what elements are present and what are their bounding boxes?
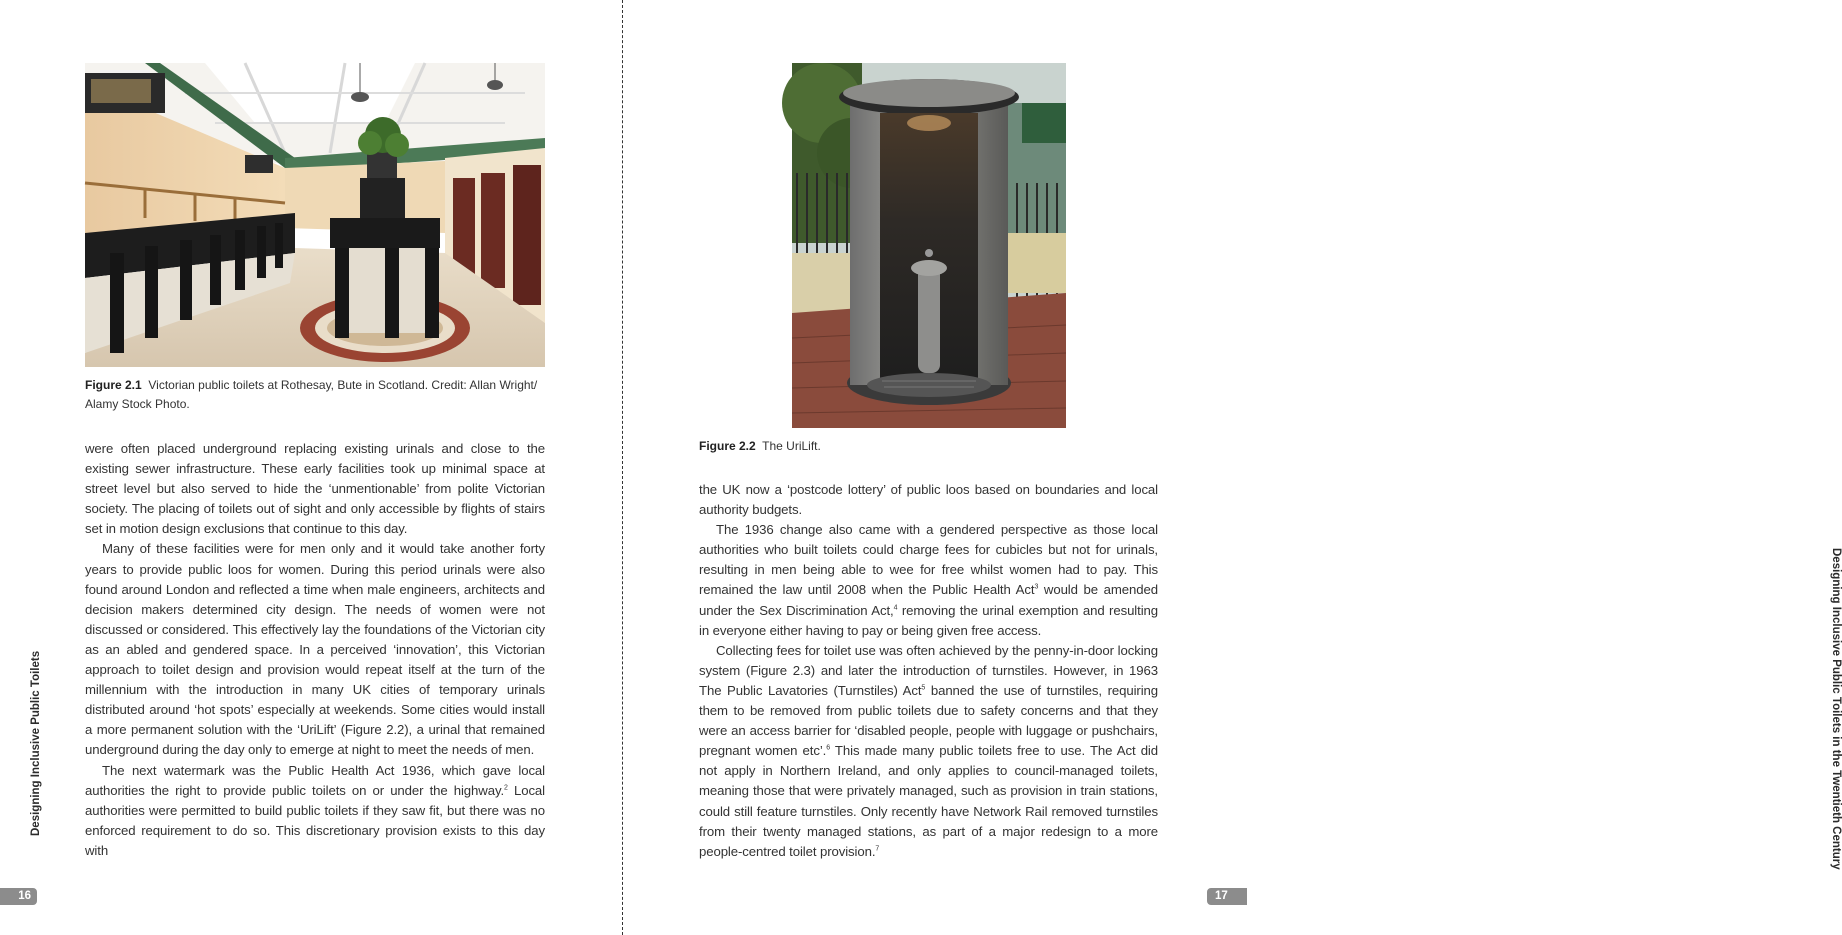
- endnote-ref-6[interactable]: 6: [826, 744, 831, 752]
- right-page: [623, 0, 1842, 935]
- right-paragraph-2: [699, 520, 1158, 641]
- endnote-ref-4[interactable]: 4: [893, 604, 898, 612]
- endnote-ref-2[interactable]: 2: [504, 784, 508, 792]
- right-body-text: [699, 480, 1158, 862]
- right-paragraph-2-part-c: removing the urinal exemption and resulting in everyone either having to pay or being given free access.: [699, 602, 1158, 638]
- right-paragraph-2-part-b: would be amended under the Sex Discrimination Act,: [699, 582, 1158, 618]
- endnote-ref-3[interactable]: 3: [1034, 584, 1039, 592]
- page-number-left-text: 16: [18, 890, 31, 902]
- figure-2-1-caption: [85, 376, 545, 414]
- left-paragraph-3-text: The next watermark was the Public Health Act 1936, which gave local authorities the right to provide public toilets on or under the highway.: [85, 762, 545, 798]
- figure-2-1-label: Figure 2.1: [85, 378, 142, 392]
- left-paragraph-3-text-after: Local authorities were permitted to build public toilets if they saw fit, but there was no enforced requirement to do so. This discretionary provision exists to this day with: [85, 782, 546, 858]
- endnote-ref-5[interactable]: 5: [921, 684, 926, 692]
- right-paragraph-3-part-b: banned the use of turnstiles, requiring them to be removed from public toilets due to safety concerns and that they were an access barrier for ‘disabled people, people with luggage or pushchairs, pregnant women etc’.: [699, 682, 1158, 759]
- right-paragraph-2-part-a: The 1936 change also came with a gendered perspective as those local authorities who built toilets could charge fees for cubicles but not for urinals, resulting in men being able to wee for free whilst women had to pay. This remained the law until 2008 when the Public Health Act: [699, 522, 1158, 598]
- figure-2-2-caption: [699, 437, 1169, 456]
- running-head-left: Designing Inclusive Public Toilets: [30, 650, 42, 836]
- left-paragraph-3: [85, 761, 545, 861]
- figure-2-2-photo: [792, 63, 1066, 428]
- page-number-right: [1207, 888, 1247, 905]
- left-body-text: [85, 439, 545, 861]
- right-paragraph-1: the UK now a ‘postcode lottery’ of public loos based on boundaries and local authority budgets.: [699, 482, 1158, 518]
- right-paragraph-3-part-a: Collecting fees for toilet use was often achieved by the penny-in-door locking system (Figure 2.3) and later the introduction of turnstiles. However, in 1963 The Public Lavatories (Turnstiles) Act: [699, 642, 1158, 698]
- page-number-left: [0, 888, 37, 905]
- left-page: [0, 0, 622, 935]
- running-head-right: Designing Inclusive Public Toilets in the Twentieth Century: [1830, 548, 1842, 870]
- figure-2-2-caption-text: The UriLift.: [762, 439, 821, 453]
- figure-2-1-photo: [85, 63, 545, 367]
- figure-2-1-caption-text: Victorian public toilets at Rothesay, Bute in Scotland. Credit: Allan Wright/ Alamy Stock Photo.: [85, 378, 538, 411]
- right-paragraph-3: [699, 641, 1158, 862]
- endnote-ref-7[interactable]: 7: [875, 845, 880, 853]
- left-paragraph-1: were often placed underground replacing existing urinals and close to the existing sewer infrastructure. These early facilities took up minimal space at street level but also served to hide the ‘unmentionable’ from polite Victorian society. The placing of toilets out of sight and only accessible by flights of stairs set in motion design exclusions that continue to this day.: [85, 441, 545, 537]
- page-number-right-text: 17: [1215, 890, 1228, 902]
- left-paragraph-2: Many of these facilities were for men only and it would take another forty years to provide public loos for women. During this period urinals were also found around London and reflected a time when male engineers, architects and decision makers determined city design. The needs of women were not discussed or considered. This effectively lay the foundations of the Victorian city as an abled and gendered space. In a perceived ‘innovation’, this Victorian approach to toilet design and provision would repeat itself at the turn of the millennium with the introduction in many UK cities of temporary urinals distributed around ‘hot spots’ especially at weekends. Some cities would install a more permanent solution with the ‘UriLift’ (Figure 2.2), a urinal that remained underground during the day only to emerge at night to meet the needs of men.: [85, 541, 545, 758]
- right-paragraph-3-part-c: This made many public toilets free to use. The Act did not apply in Northern Ireland, and only applies to council-managed toilets, meaning those that were privately managed, such as provision in train stations, could still feature turnstiles. Only recently have Network Rail removed turnstiles from their twenty managed stations, as part of a major redesign to a more people-centred toilet provision.: [699, 743, 1158, 859]
- figure-2-2-label: Figure 2.2: [699, 439, 756, 453]
